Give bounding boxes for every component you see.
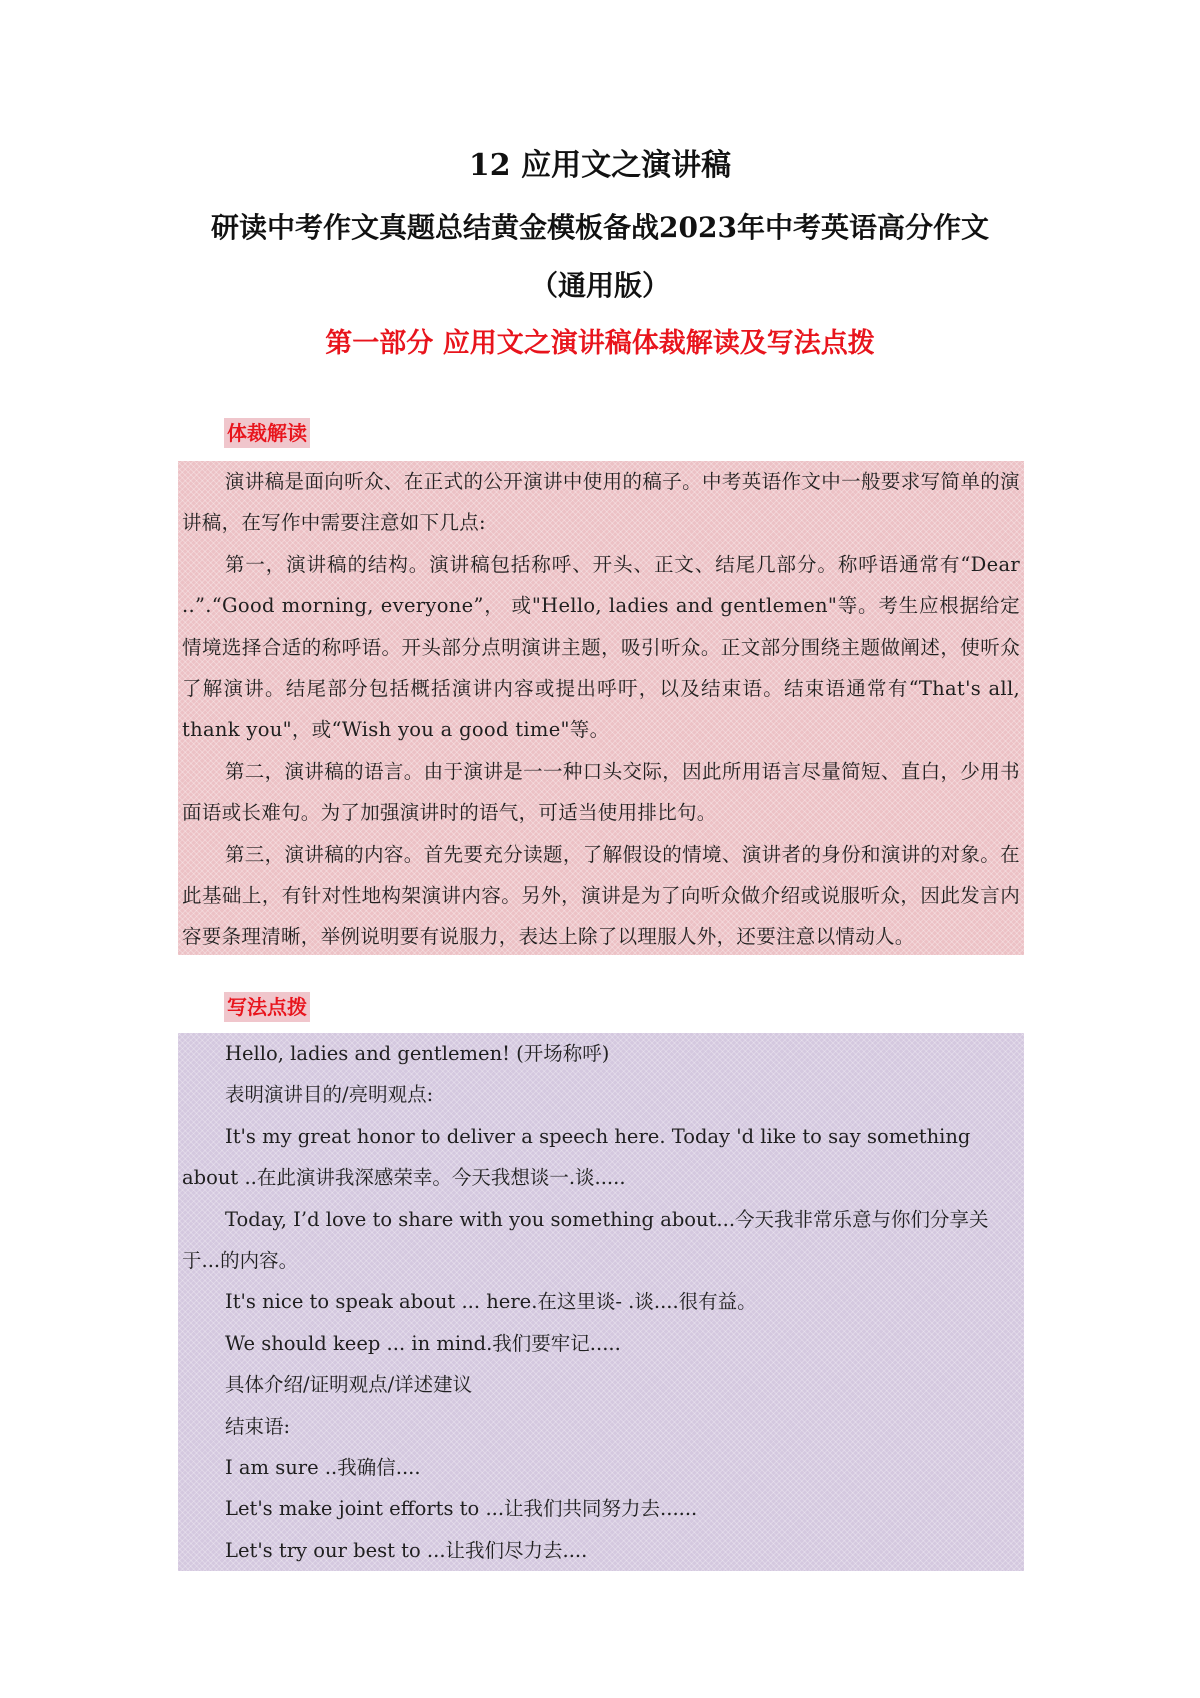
genre-paragraph: 第一，演讲稿的结构。演讲稿包括称呼、开头、正文、结尾几部分。称呼语通常有“Dear ..”.“Good morning, everyone”， 或"Hello, ladies and gentlemen"等。考生应根据给定情境选择合适的称呼语。开头部分点明演讲主题，吸引听众。正文部分围绕主题做阐述，使听众了解演讲。结尾部分包括概括演讲内容或提出呼吁，以及结束语。结束语通常有“That's all, thank you"，或“Wish you a good time"等。 (182, 552, 1020, 742)
document-version: （通用版） (529, 269, 670, 302)
writing-line: It's nice to speak about ... here.在这里谈- .谈....很有益。 (225, 1290, 757, 1314)
document-title: 12 应用文之演讲稿 (468, 148, 732, 183)
writing-line: Let's make joint efforts to ...让我们共同努力去...... (225, 1497, 698, 1521)
genre-paragraph: 演讲稿是面向听众、在正式的公开演讲中使用的稿子。中考英语作文中一般要求写简单的演讲稿，在写作中需要注意如下几点: (182, 470, 1020, 535)
writing-line: It's my great honor to deliver a speech here. Today 'd like to say something about ..在此演讲我深感荣幸。今天我想谈一.谈..... (182, 1124, 971, 1190)
genre-paragraph: 第二，演讲稿的语言。由于演讲是一一种口头交际，因此所用语言尽量简短、直白，少用书面语或长难句。为了加强演讲时的语气，可适当使用排比句。 (182, 759, 1020, 825)
part-heading: 第一部分 应用文之演讲稿体裁解读及写法点拨 (325, 328, 875, 359)
writing-tips-box (178, 1033, 1024, 1571)
genre-explanation-box (178, 461, 1024, 955)
genre-section-label: 体裁解读 (224, 418, 310, 448)
writing-line: 具体介绍/证明观点/详述建议 (225, 1373, 473, 1397)
writing-line: 表明演讲目的/亮明观点: (225, 1083, 434, 1107)
document-subtitle: 研读中考作文真题总结黄金模板备战2023年中考英语高分作文 (211, 211, 989, 244)
writing-line: I am sure ..我确信.... (225, 1456, 421, 1480)
writing-line: Today, I’d love to share with you something about...今天我非常乐意与你们分享关于...的内容。 (182, 1207, 989, 1273)
writing-line: 结束语: (225, 1414, 291, 1438)
genre-paragraph: 第三，演讲稿的内容。首先要充分读题，了解假设的情境、演讲者的身份和演讲的对象。在此基础上，有针对性地构架演讲内容。另外，演讲是为了向听众做介绍或说服听众，因此发言内容要条理清晰，举例说明要有说服力，表达上除了以理服人外，还要注意以情动人。 (182, 842, 1020, 949)
writing-line: We should keep ... in mind.我们要牢记..... (225, 1331, 621, 1355)
writing-line: Let's try our best to ...让我们尽力去.... (225, 1538, 588, 1562)
writing-line: Hello, ladies and gentlemen! (开场称呼) (225, 1042, 610, 1065)
writing-section-label: 写法点拨 (224, 992, 310, 1022)
